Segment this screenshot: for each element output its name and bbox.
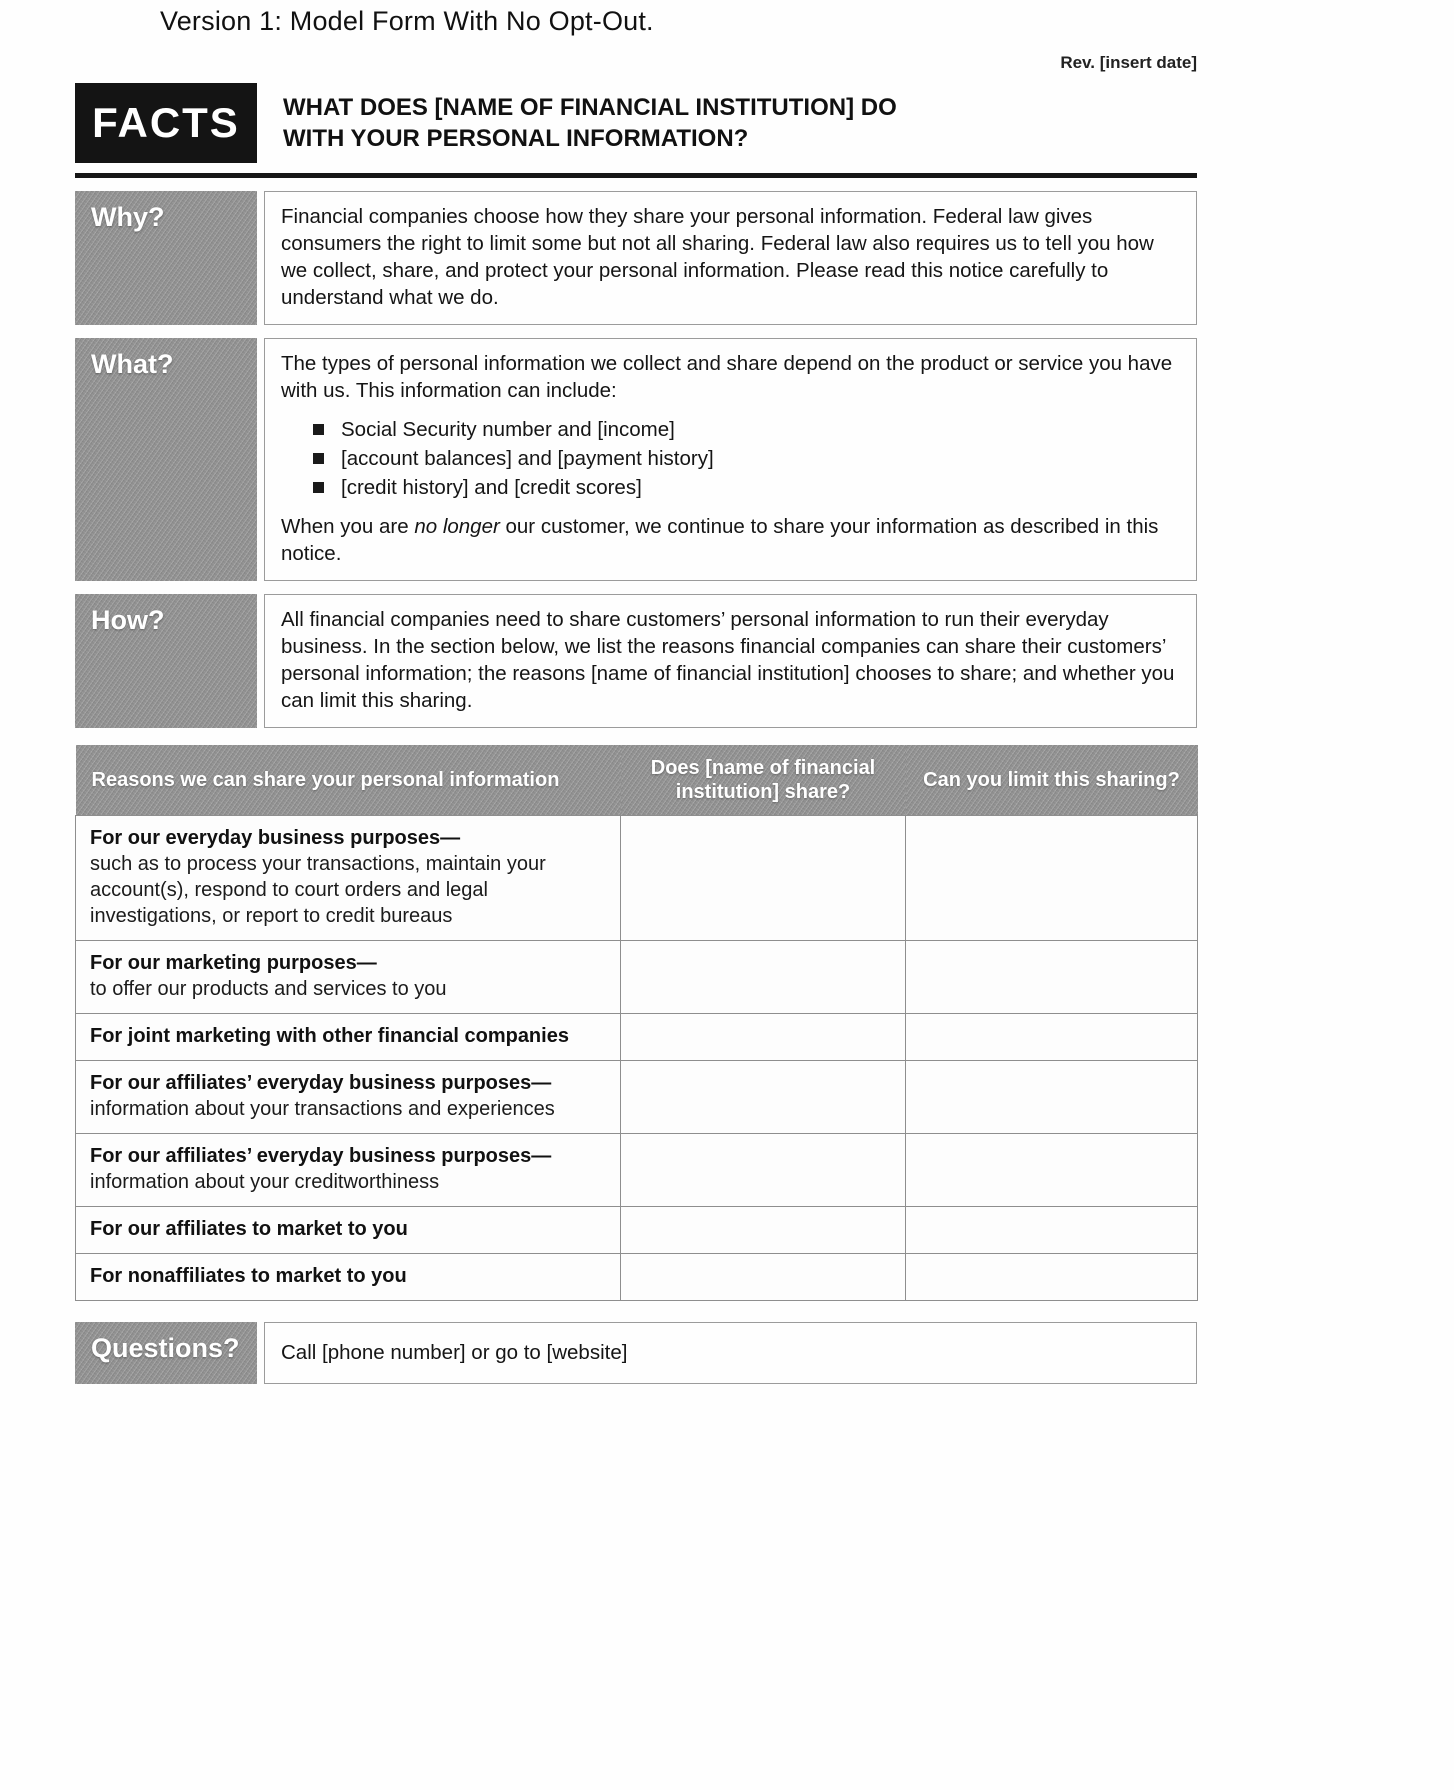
version-title: Version 1: Model Form With No Opt-Out. bbox=[160, 6, 654, 36]
how-label: How? bbox=[75, 594, 257, 728]
reason-cell: For joint marketing with other financial companies bbox=[76, 1014, 621, 1061]
share-cell bbox=[621, 1254, 906, 1301]
column-header-share: Does [name of financial institution] share? bbox=[621, 745, 906, 816]
reason-cell: For our affiliates’ everyday business purposes— information about your creditworthiness bbox=[76, 1134, 621, 1207]
list-item bbox=[313, 474, 1180, 501]
section-what bbox=[75, 338, 1197, 581]
how-body-text: All financial companies need to share customers’ personal information to run their everyday business. In the section below, we list the reasons financial companies can share their customers’ personal information; the reasons [name of financial institution] chooses to share; and whether you can limit this sharing. bbox=[281, 608, 1175, 712]
bullet-text: [credit history] and [credit scores] bbox=[341, 476, 642, 499]
section-how bbox=[75, 594, 1197, 728]
limit-cell bbox=[906, 1061, 1198, 1134]
table-row bbox=[76, 816, 1198, 941]
column-header-reasons: Reasons we can share your personal information bbox=[76, 745, 621, 816]
share-cell bbox=[621, 941, 906, 1014]
why-body-box bbox=[264, 191, 1197, 325]
share-cell bbox=[621, 816, 906, 941]
table-row bbox=[76, 1134, 1198, 1207]
form-main-heading: WHAT DOES [NAME OF FINANCIAL INSTITUTION] DO WITH YOUR PERSONAL INFORMATION? bbox=[283, 94, 897, 152]
questions-body-text: Call [phone number] or go to [website] bbox=[281, 1340, 628, 1364]
questions-label: Questions? bbox=[75, 1322, 257, 1384]
table-row bbox=[76, 941, 1198, 1014]
table-row bbox=[76, 1207, 1198, 1254]
what-intro-text: The types of personal information we collect and share depend on the product or service you have with us. This information can include: bbox=[281, 352, 1173, 402]
reason-cell: For nonaffiliates to market to you bbox=[76, 1254, 621, 1301]
square-bullet-icon bbox=[313, 453, 324, 464]
reason-cell: For our marketing purposes— to offer our products and services to you bbox=[76, 941, 621, 1014]
limit-cell bbox=[906, 1014, 1198, 1061]
reason-cell: For our affiliates’ everyday business purposes— information about your transactions and experiences bbox=[76, 1061, 621, 1134]
facts-badge: FACTS bbox=[75, 83, 257, 163]
reason-cell: For our affiliates to market to you bbox=[76, 1207, 621, 1254]
table-header-row bbox=[76, 745, 1198, 816]
square-bullet-icon bbox=[313, 482, 324, 493]
share-cell bbox=[621, 1061, 906, 1134]
questions-body-box bbox=[264, 1322, 1197, 1384]
limit-cell bbox=[906, 941, 1198, 1014]
share-cell bbox=[621, 1134, 906, 1207]
share-cell bbox=[621, 1207, 906, 1254]
form-content bbox=[75, 6, 1197, 1384]
why-body-text: Financial companies choose how they share your personal information. Federal law gives consumers the right to limit some but not all sharing. Federal law also requires us to tell you how we collect, share, and protect your personal information. Please read this notice carefully to understand what we do. bbox=[281, 205, 1154, 309]
what-outro-text: When you are no longer our customer, we continue to share your information as described in this notice. bbox=[281, 515, 1159, 565]
what-body-box bbox=[264, 338, 1197, 581]
sharing-reasons-table bbox=[75, 745, 1198, 1301]
list-item bbox=[313, 416, 1180, 443]
square-bullet-icon bbox=[313, 424, 324, 435]
limit-cell bbox=[906, 816, 1198, 941]
list-item bbox=[313, 445, 1180, 472]
section-why bbox=[75, 191, 1197, 325]
revision-date-label: Rev. [insert date] bbox=[1060, 53, 1197, 72]
bullet-text: [account balances] and [payment history] bbox=[341, 447, 714, 470]
limit-cell bbox=[906, 1207, 1198, 1254]
share-cell bbox=[621, 1014, 906, 1061]
what-label: What? bbox=[75, 338, 257, 581]
heading-divider bbox=[75, 173, 1197, 178]
how-body-box bbox=[264, 594, 1197, 728]
bullet-text: Social Security number and [income] bbox=[341, 418, 675, 441]
reason-cell: For our everyday business purposes— such as to process your transactions, maintain your account(s), respond to court orders and legal investigations, or report to credit bureaus bbox=[76, 816, 621, 941]
what-bullet-list bbox=[313, 416, 1180, 501]
table-row bbox=[76, 1061, 1198, 1134]
column-header-limit: Can you limit this sharing? bbox=[906, 745, 1198, 816]
limit-cell bbox=[906, 1254, 1198, 1301]
limit-cell bbox=[906, 1134, 1198, 1207]
table-row bbox=[76, 1014, 1198, 1061]
table-row bbox=[76, 1254, 1198, 1301]
why-label: Why? bbox=[75, 191, 257, 325]
facts-header bbox=[75, 83, 1197, 163]
section-questions bbox=[75, 1322, 1197, 1384]
